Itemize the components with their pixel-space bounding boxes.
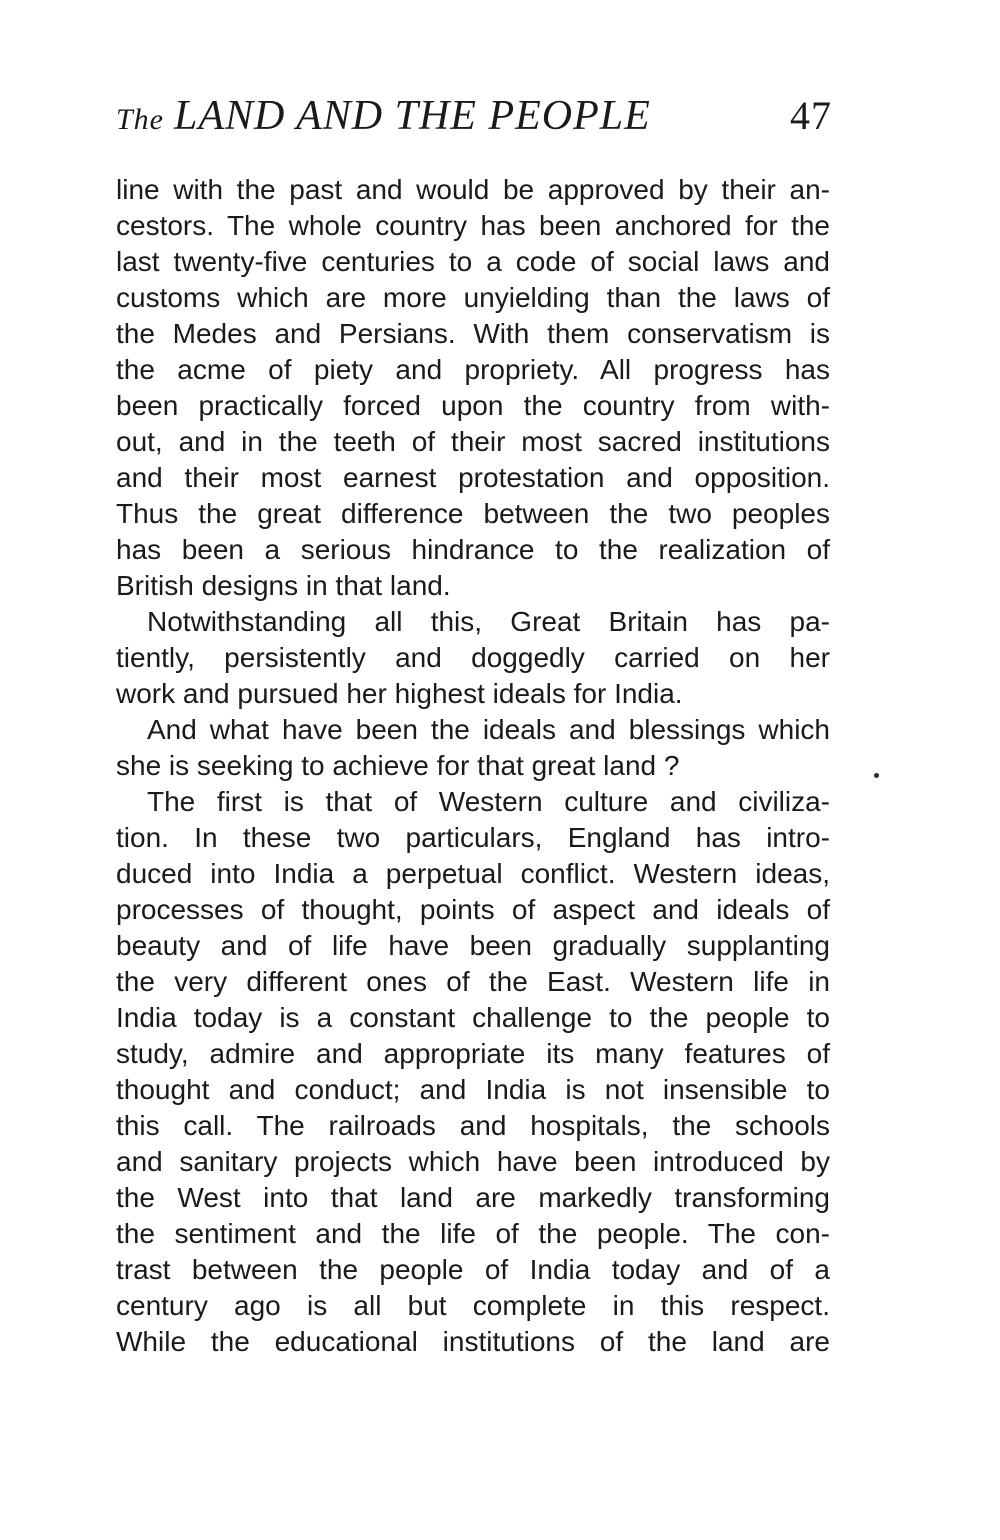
text-line: the acme of piety and propriety. All progress has [116,354,830,385]
text-line: processes of thought, points of aspect and ideals of [116,894,830,925]
text-line: last twenty-five centuries to a code of social laws and [116,246,830,277]
text-line: has been a serious hindrance to the realization of [116,534,830,565]
body-text [116,172,830,1360]
text-line: century ago is all but complete in this respect. [116,1290,830,1321]
text-line: duced into India a perpetual conflict. Western ideas, [116,858,830,889]
running-header [116,92,832,152]
text-line: tiently, persistently and doggedly carried on her [116,642,830,673]
text-line: Thus the great difference between the two peoples [116,498,830,529]
text-line: this call. The railroads and hospitals, the schools [116,1110,830,1141]
text-line: and their most earnest protestation and opposition. [116,462,830,493]
text-line: cestors. The whole country has been anchored for the [116,210,830,241]
text-line: line with the past and would be approved by their an- [116,174,830,205]
text-line: the Medes and Persians. With them conservatism is [116,318,830,349]
text-line: she is seeking to achieve for that great land ? [116,750,680,781]
text-line: British designs in that land. [116,570,451,601]
text-line: tion. In these two particulars, England has intro- [116,822,830,853]
header-article: The [116,103,164,136]
paragraph-start-line: Notwithstanding all this, Great Britain has pa- [147,606,830,637]
text-line: and sanitary projects which have been introduced by [116,1146,830,1177]
text-line: the sentiment and the life of the people. The con- [116,1218,830,1249]
text-line: While the educational institutions of the land are [116,1326,830,1357]
text-line: the West into that land are markedly transforming [116,1182,830,1213]
text-line: India today is a constant challenge to the people to [116,1002,830,1033]
margin-speck [874,773,879,778]
header-title: LAND AND THE PEOPLE [174,93,651,139]
page-number: 47 [790,93,832,138]
paragraph-start-line: The first is that of Western culture and civiliza- [147,786,830,817]
text-line: beauty and of life have been gradually supplanting [116,930,830,961]
text-line: the very different ones of the East. Western life in [116,966,830,997]
text-line: trast between the people of India today and of a [116,1254,830,1285]
text-line: out, and in the teeth of their most sacred institutions [116,426,830,457]
text-line: thought and conduct; and India is not insensible to [116,1074,830,1105]
text-line: been practically forced upon the country from with- [116,390,830,421]
text-line: study, admire and appropriate its many features of [116,1038,830,1069]
text-line: customs which are more unyielding than the laws of [116,282,830,313]
paragraph-start-line: And what have been the ideals and blessings which [147,714,830,745]
text-line: work and pursued her highest ideals for India. [116,678,683,709]
